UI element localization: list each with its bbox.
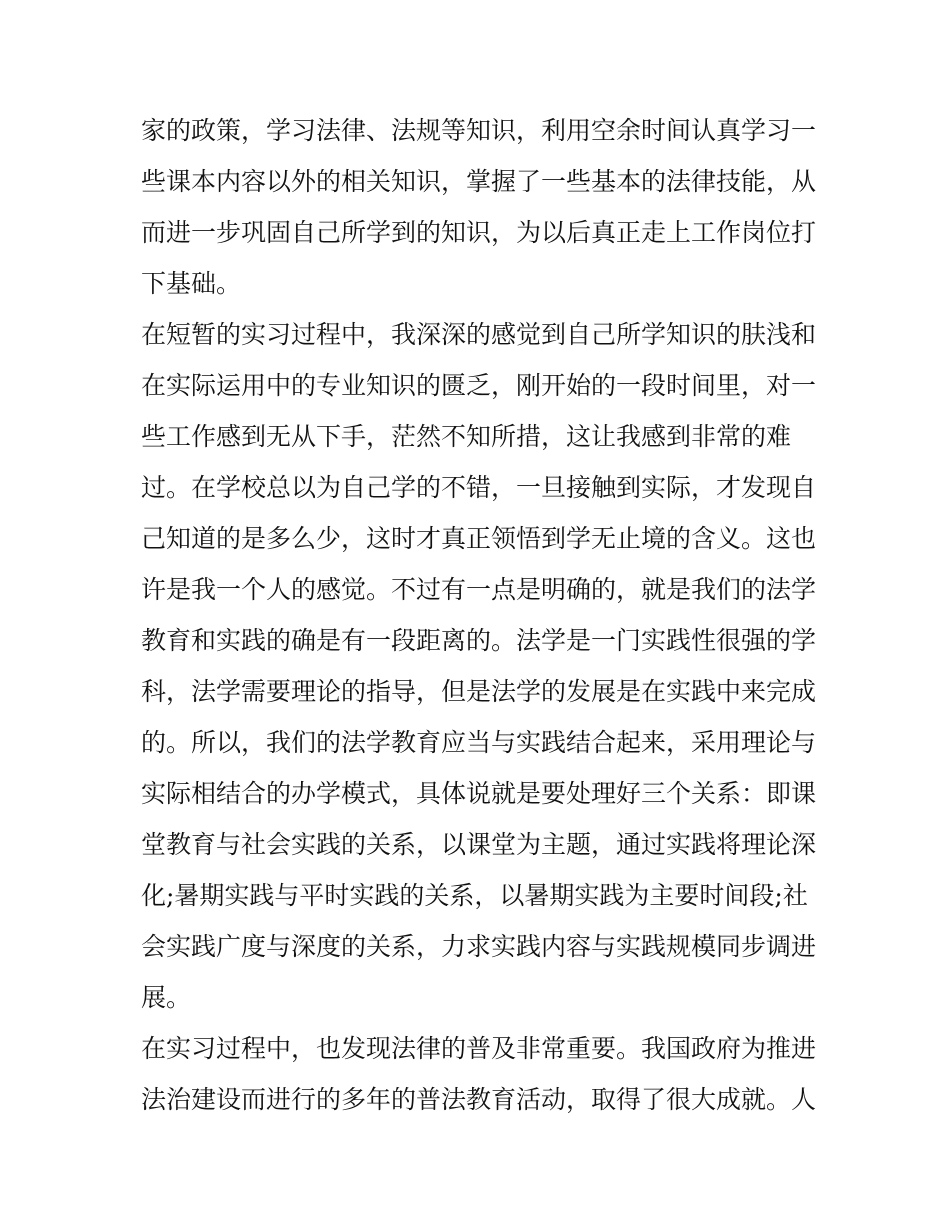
text-line-16: 化;暑期实践与平时实践的关系，以暑期实践为主要时间段;社	[141, 881, 808, 910]
text-line-2: 些课本内容以外的相关知识，掌握了一些基本的法律技能，从	[141, 167, 817, 196]
text-line-13: 的。所以，我们的法学教育应当与实践结合起来，采用理论与	[141, 728, 817, 757]
text-line-5: 在短暂的实习过程中，我深深的感觉到自己所学知识的肤浅和	[141, 320, 817, 349]
text-line-14: 实际相结合的办学模式，具体说就是要处理好三个关系：即课	[141, 779, 817, 808]
text-line-11: 教育和实践的确是有一段距离的。法学是一门实践性很强的学	[141, 626, 817, 655]
text-line-8: 过。在学校总以为自己学的不错，一旦接触到实际，才发现自	[141, 473, 817, 502]
text-line-7: 些工作感到无从下手，茫然不知所措，这让我感到非常的难	[141, 422, 792, 451]
text-line-4: 下基础。	[141, 269, 242, 298]
text-line-9: 己知道的是多么少，这时才真正领悟到学无止境的含义。这也	[141, 524, 817, 553]
text-line-3: 而进一步巩固自己所学到的知识，为以后真正走上工作岗位打	[141, 218, 817, 247]
text-line-19: 在实习过程中，也发现法律的普及非常重要。我国政府为推进	[141, 1034, 817, 1063]
text-line-10: 许是我一个人的感觉。不过有一点是明确的，就是我们的法学	[141, 575, 817, 604]
body-text	[141, 105, 821, 1125]
text-line-18: 展。	[141, 983, 192, 1012]
text-line-1: 家的政策，学习法律、法规等知识，利用空余时间认真学习一	[141, 116, 817, 145]
text-line-15: 堂教育与社会实践的关系，以课堂为主题，通过实践将理论深	[141, 830, 817, 859]
text-line-6: 在实际运用中的专业知识的匮乏，刚开始的一段时间里，对一	[141, 371, 817, 400]
text-line-20: 法治建设而进行的多年的普法教育活动，取得了很大成就。人	[141, 1085, 817, 1114]
text-line-17: 会实践广度与深度的关系，力求实践内容与实践规模同步调进	[141, 932, 817, 961]
text-line-12: 科，法学需要理论的指导，但是法学的发展是在实践中来完成	[141, 677, 817, 706]
